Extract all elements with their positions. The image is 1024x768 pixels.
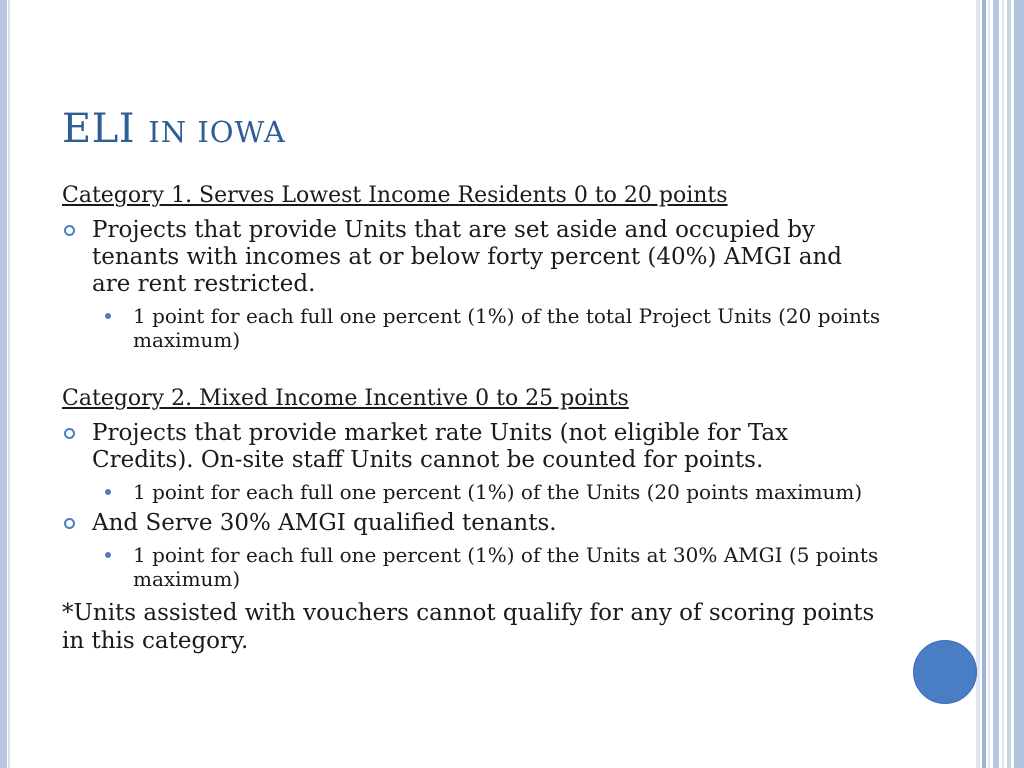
category1-bullet [62, 217, 882, 298]
category2-heading: Category 2. Mixed Income Incentive 0 to 25 points [62, 386, 629, 411]
decorative-circle [913, 640, 977, 704]
category1-heading: Category 1. Serves Lowest Income Residents 0 to 20 points [62, 183, 728, 208]
category1-bullet-text: Projects that provide Units that are set aside and occupied by tenants with incomes at or below forty percent (40%) AMGI and are rent restricted. [92, 217, 842, 297]
category2-bullet-2-text: And Serve 30% AMGI qualified tenants. [92, 510, 557, 536]
voucher-note: *Units assisted with vouchers cannot qualify for any of scoring points in this category. [62, 600, 875, 654]
bullet-dot-icon [105, 552, 111, 558]
category2-bullet-1 [62, 420, 882, 474]
title-small-caps: IN IOWA [148, 115, 286, 149]
bullet-dot-icon [105, 313, 111, 319]
bullet-ring-icon [64, 518, 75, 529]
bullet-ring-icon [64, 225, 75, 236]
category2-sub-bullet-1 [62, 480, 882, 504]
category2-sub-bullet-2 [62, 543, 882, 591]
category2-sub-bullet-2-text: 1 point for each full one percent (1%) of the Units at 30% AMGI (5 points maximum) [133, 543, 879, 591]
title-main: ELI [62, 106, 149, 152]
category1-sub-bullet-text: 1 point for each full one percent (1%) of the total Project Units (20 points maximum) [133, 304, 881, 352]
slide-title [62, 106, 286, 152]
right-decorative-stripes [976, 0, 1024, 768]
category1-sub-bullet [62, 304, 882, 352]
category2-sub-bullet-1-text: 1 point for each full one percent (1%) of the Units (20 points maximum) [133, 480, 863, 504]
left-border-rule [0, 0, 7, 768]
left-border-rule-inner [8, 0, 10, 768]
bullet-ring-icon [64, 428, 75, 439]
category2-bullet-1-text: Projects that provide market rate Units (not eligible for Tax Credits). On-site staff Units cannot be counted for points. [92, 420, 789, 473]
category2-bullet-2 [62, 510, 882, 537]
bullet-dot-icon [105, 489, 111, 495]
slide-body [62, 181, 882, 655]
